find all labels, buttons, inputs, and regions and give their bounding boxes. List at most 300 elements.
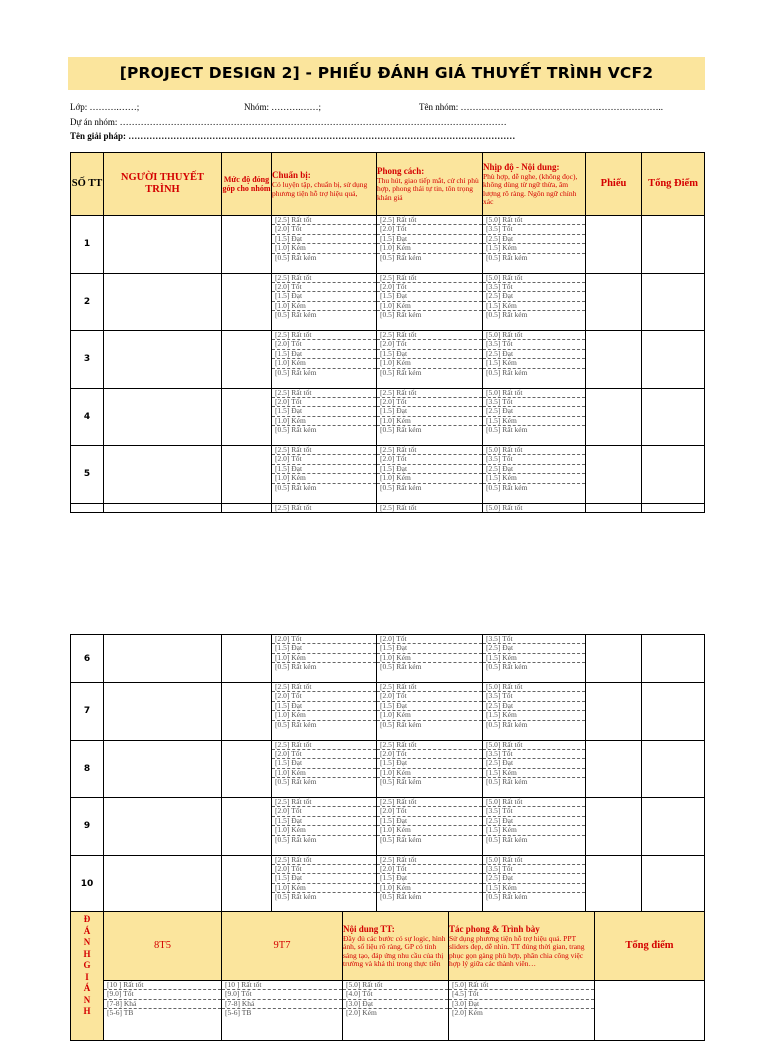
score-option[interactable]: [2.5] Rất tốt <box>272 856 376 865</box>
row-number: 9 <box>71 798 104 856</box>
score-option[interactable]: [1.5] Đạt <box>377 644 482 653</box>
group-manner-header <box>449 912 595 981</box>
score-option[interactable]: [0.5] Rất kém <box>486 720 528 729</box>
score-option[interactable]: [9.0] Tốt <box>104 990 221 999</box>
ballot-cell[interactable] <box>586 331 642 389</box>
score-option[interactable]: [5-6] TB <box>225 1009 252 1018</box>
pace-options <box>483 331 586 389</box>
score-option[interactable]: [2.0] Tốt <box>272 750 376 759</box>
score-option[interactable]: [1.5] Đạt <box>272 759 376 768</box>
score-option[interactable]: [1.5] Đạt <box>272 235 376 244</box>
group-content-header <box>343 912 449 981</box>
pace-options <box>483 855 586 913</box>
score-option[interactable]: [2.5] Rất tốt <box>272 741 376 750</box>
score-option[interactable]: [7-8] Khá <box>104 1000 221 1009</box>
score-option[interactable]: [2.5] Rất tốt <box>272 216 376 225</box>
table-row <box>71 683 705 741</box>
presenter-name-cell[interactable] <box>104 388 222 446</box>
ballot-cell[interactable] <box>586 798 642 856</box>
row-number: 10 <box>71 855 104 913</box>
score-option[interactable]: [2.5] Rất tốt <box>377 446 482 455</box>
table-row <box>71 740 705 798</box>
ballot-cell[interactable] <box>586 740 642 798</box>
score-option[interactable]: [1.5] Đạt <box>272 292 376 301</box>
style-options <box>377 273 483 331</box>
score-option[interactable]: [2.0] Tốt <box>272 455 376 464</box>
pace-options <box>483 798 586 856</box>
score-option[interactable]: [2.0] Tốt <box>377 635 482 644</box>
score-option[interactable]: [2.5] Rất tốt <box>377 389 482 398</box>
score-option[interactable]: [1.5] Đạt <box>272 644 376 653</box>
score-option[interactable]: [2.5] Rất tốt <box>377 216 482 225</box>
header-pace <box>483 153 586 216</box>
score-option[interactable]: [2.5] Đạt <box>483 235 585 244</box>
score-option[interactable]: [1.0] Kém <box>377 826 482 835</box>
score-option[interactable]: [1.0] Kém <box>272 302 376 311</box>
project-field: Dự án nhóm: ………………………………………………………………………………………………………………… <box>70 117 507 127</box>
score-option[interactable]: [2.0] Kém <box>452 1009 483 1018</box>
header-pace-title: Nhịp độ - Nội dung: <box>483 161 560 172</box>
score-option[interactable]: [2.5] Rất tốt <box>272 331 376 340</box>
score-option[interactable]: [0.5] Rất kém <box>275 483 317 492</box>
ballot-cell[interactable] <box>586 635 642 683</box>
score-option[interactable]: [2.0] Tốt <box>272 398 376 407</box>
preparation-options <box>272 855 377 913</box>
score-option[interactable]: [2.5] Đạt <box>483 407 585 416</box>
page-title: [PROJECT DESIGN 2] - PHIẾU ĐÁNH GIÁ THUYẾT TRÌNH VCF2 <box>68 57 705 90</box>
header-stt: SỐ TT <box>71 153 104 216</box>
contribution-cell[interactable] <box>222 683 272 741</box>
score-option[interactable]: [0.5] Rất kém <box>275 893 317 902</box>
score-option[interactable]: [1.5] Đạt <box>272 702 376 711</box>
score-option[interactable]: [3.5] Tốt <box>483 283 585 292</box>
total-cell[interactable] <box>642 216 705 274</box>
score-option[interactable]: [10 ] Rất tốt <box>104 981 221 990</box>
score-option[interactable]: [2.5] Rất tốt <box>377 274 482 283</box>
preparation-options <box>272 446 377 504</box>
table-row <box>71 798 705 856</box>
score-option[interactable]: [1.5] Kém <box>483 826 585 835</box>
style-options <box>377 216 483 274</box>
score-option[interactable]: [3.5] Tốt <box>483 340 585 349</box>
contribution-cell[interactable] <box>222 216 272 274</box>
contribution-cell[interactable] <box>222 740 272 798</box>
style-options <box>377 683 483 741</box>
preparation-options <box>272 388 377 446</box>
header-contribution: Mức độ đóng góp cho nhóm <box>222 153 272 216</box>
score-option[interactable]: [1.5] Kém <box>483 244 585 253</box>
score-option[interactable]: [5-6] TB <box>107 1009 134 1018</box>
score-option[interactable]: [4.5] Tốt <box>449 990 594 999</box>
contribution-cell[interactable] <box>222 331 272 389</box>
score-option[interactable]: [10 ] Rất tốt <box>222 981 342 990</box>
total-cell[interactable] <box>642 683 705 741</box>
score-option[interactable]: [1.5] Kém <box>483 359 585 368</box>
group-vertical-label-text: Đ Á N H G I Á N H <box>83 914 91 1016</box>
continued-cell <box>222 503 272 512</box>
score-option[interactable]: [1.5] Kém <box>483 654 585 663</box>
score-option[interactable]: [2.5] Rất tốt <box>380 503 417 512</box>
score-option[interactable]: [1.5] Đạt <box>377 350 482 359</box>
total-cell[interactable] <box>642 855 705 913</box>
total-cell[interactable] <box>642 388 705 446</box>
score-option[interactable]: [0.5] Rất kém <box>486 368 528 377</box>
score-option[interactable]: [5.0] Rất tốt <box>483 741 585 750</box>
score-option[interactable]: [0.5] Rất kém <box>275 835 317 844</box>
score-option[interactable]: [1.0] Kém <box>272 711 376 720</box>
score-option[interactable]: [0.5] Rất kém <box>380 368 422 377</box>
score-option[interactable]: [1.5] Đạt <box>377 702 482 711</box>
score-option[interactable]: [0.5] Rất kém <box>486 253 528 262</box>
score-option[interactable]: [0.5] Rất kém <box>486 893 528 902</box>
score-option[interactable]: [1.5] Đạt <box>377 292 482 301</box>
score-option[interactable]: [0.5] Rất kém <box>486 663 528 672</box>
score-option[interactable]: [0.5] Rất kém <box>486 483 528 492</box>
pace-options <box>483 273 586 331</box>
preparation-options <box>272 635 377 683</box>
score-option[interactable]: [2.0] Tốt <box>272 635 376 644</box>
score-option[interactable]: [5.0] Rất tốt <box>483 856 585 865</box>
score-option[interactable]: [1.5] Kém <box>483 711 585 720</box>
score-option[interactable]: [3.5] Tốt <box>483 692 585 701</box>
score-option[interactable]: [0.5] Rất kém <box>486 778 528 787</box>
score-option[interactable]: [1.0] Kém <box>272 359 376 368</box>
table-row <box>71 331 705 389</box>
group-manner-desc: Sử dụng phương tiện hỗ trợ hiệu quả. PPT sliders đẹp, dễ nhìn. TT đúng thời gian, trang phục gọn gàng phù hợp, phân chia công việc hợp lý giữa các thành viên… <box>449 933 585 968</box>
score-option[interactable]: [1.5] Đạt <box>377 235 482 244</box>
score-option[interactable]: [5.0] Rất tốt <box>483 683 585 692</box>
score-option[interactable]: [1.5] Kém <box>483 884 585 893</box>
score-option[interactable]: [2.0] Tốt <box>377 750 482 759</box>
table-row <box>71 273 705 331</box>
score-option[interactable]: [0.5] Rất kém <box>275 778 317 787</box>
score-option[interactable]: [1.5] Đạt <box>377 465 482 474</box>
score-option[interactable]: [0.5] Rất kém <box>275 253 317 262</box>
total-cell[interactable] <box>642 331 705 389</box>
class-field: Lớp: ……….……; <box>70 102 140 112</box>
score-option[interactable]: [0.5] Rất kém <box>486 311 528 320</box>
presenter-name-cell[interactable] <box>104 855 222 913</box>
score-option[interactable]: [2.0] Tốt <box>377 807 482 816</box>
score-option[interactable]: [0.5] Rất kém <box>275 663 317 672</box>
score-option[interactable]: [2.0] Tốt <box>377 225 482 234</box>
score-option[interactable]: [5.0] Rất tốt <box>483 331 585 340</box>
score-option[interactable]: [2.0] Tốt <box>272 283 376 292</box>
score-option[interactable]: [5.0] Rất tốt <box>486 503 523 512</box>
score-option[interactable]: [1.5] Đạt <box>272 465 376 474</box>
continued-cell <box>71 503 104 512</box>
pace-options <box>483 635 586 683</box>
score-option[interactable]: [2.5] Rất tốt <box>377 856 482 865</box>
pace-options <box>483 216 586 274</box>
score-option[interactable]: [2.5] Rất tốt <box>272 274 376 283</box>
presenter-name-cell[interactable] <box>104 683 222 741</box>
score-option[interactable]: [1.0] Kém <box>272 654 376 663</box>
score-option[interactable]: [5.0] Rất tốt <box>483 389 585 398</box>
style-options <box>377 855 483 913</box>
header-style-title: Phong cách: <box>377 165 425 176</box>
table-row <box>71 446 705 504</box>
score-option[interactable]: [2.5] Rất tốt <box>272 683 376 692</box>
style-options <box>377 798 483 856</box>
row-number: 8 <box>71 740 104 798</box>
score-option[interactable]: [0.5] Rất kém <box>380 893 422 902</box>
score-option[interactable]: [2.5] Rất tốt <box>272 446 376 455</box>
score-option[interactable]: [2.5] Rất tốt <box>275 503 312 512</box>
preparation-options <box>272 683 377 741</box>
score-option[interactable]: [1.0] Kém <box>377 417 482 426</box>
score-option[interactable]: [2.5] Rất tốt <box>377 683 482 692</box>
evaluation-table-page-2 <box>70 634 705 913</box>
score-option[interactable]: [2.5] Đạt <box>483 465 585 474</box>
score-option[interactable]: [3.5] Tốt <box>483 225 585 234</box>
row-number: 1 <box>71 216 104 274</box>
preparation-options <box>272 273 377 331</box>
score-option[interactable]: [5.0] Rất tốt <box>483 274 585 283</box>
total-cell[interactable] <box>642 635 705 683</box>
score-option[interactable]: [0.5] Rất kém <box>380 253 422 262</box>
score-option[interactable]: [2.0] Kém <box>346 1009 377 1018</box>
ballot-cell[interactable] <box>586 273 642 331</box>
score-option[interactable]: [0.5] Rất kém <box>380 426 422 435</box>
group-content-desc: Đầy đủ các bước có sự logic, hình ảnh, số liệu rõ ràng, GP có tính sáng tạo, đáp ứng nhu cầu của thị trường và khả thi trong thực tiễn <box>343 933 446 968</box>
group-total-header: Tổng điểm <box>595 912 705 981</box>
preparation-options <box>272 798 377 856</box>
style-options <box>377 635 483 683</box>
score-option[interactable]: [2.0] Tốt <box>377 455 482 464</box>
score-option[interactable]: [2.5] Đạt <box>483 644 585 653</box>
header-total: Tổng Điểm <box>642 153 705 216</box>
score-option[interactable]: [3.0] Đạt <box>449 1000 594 1009</box>
contribution-cell[interactable] <box>222 388 272 446</box>
score-option[interactable]: [3.5] Tốt <box>483 865 585 874</box>
pace-options <box>483 740 586 798</box>
group-evaluation-table <box>70 911 705 1041</box>
score-option[interactable]: [3.5] Tốt <box>483 455 585 464</box>
score-option[interactable]: [0.5] Rất kém <box>380 311 422 320</box>
presenter-name-cell[interactable] <box>104 273 222 331</box>
score-option[interactable]: [1.5] Đạt <box>272 407 376 416</box>
score-option[interactable]: [2.5] Rất tốt <box>272 798 376 807</box>
score-option[interactable]: [5.0] Rất tốt <box>483 798 585 807</box>
header-preparation-desc: Có luyện tập, chuẩn bị, sử dụng phương tiện hỗ trợ hiệu quả, <box>272 180 368 198</box>
header-ballot: Phiếu <box>586 153 642 216</box>
score-option[interactable]: [2.5] Rất tốt <box>377 331 482 340</box>
pace-options <box>483 683 586 741</box>
score-option[interactable]: [1.0] Kém <box>377 359 482 368</box>
continued-cell <box>377 503 483 512</box>
score-option[interactable]: [1.0] Kém <box>377 474 482 483</box>
score-option[interactable]: [1.0] Kém <box>377 654 482 663</box>
group-opts-9t7 <box>222 981 343 1041</box>
continued-cell <box>586 503 642 512</box>
score-option[interactable]: [5.0] Rất tốt <box>343 981 448 990</box>
score-option[interactable]: [0.5] Rất kém <box>380 663 422 672</box>
ballot-cell[interactable] <box>586 446 642 504</box>
score-option[interactable]: [1.0] Kém <box>272 474 376 483</box>
total-cell[interactable] <box>642 446 705 504</box>
preparation-options <box>272 331 377 389</box>
header-preparation-title: Chuẩn bị: <box>272 170 311 180</box>
table-header <box>71 153 705 216</box>
score-option[interactable]: [0.5] Rất kém <box>380 835 422 844</box>
score-option[interactable]: [9.0] Tốt <box>222 990 342 999</box>
score-option[interactable]: [4.0] Tốt <box>343 990 448 999</box>
contribution-cell[interactable] <box>222 273 272 331</box>
presenter-name-cell[interactable] <box>104 331 222 389</box>
contribution-cell[interactable] <box>222 855 272 913</box>
score-option[interactable]: [1.5] Đạt <box>272 874 376 883</box>
pace-options <box>483 446 586 504</box>
ballot-cell[interactable] <box>586 855 642 913</box>
score-option[interactable]: [3.5] Tốt <box>483 807 585 816</box>
preparation-options <box>272 216 377 274</box>
score-option[interactable]: [1.0] Kém <box>377 302 482 311</box>
presenter-name-cell[interactable] <box>104 798 222 856</box>
continued-cell <box>272 503 377 512</box>
score-option[interactable]: [3.0] Đạt <box>343 1000 448 1009</box>
total-cell[interactable] <box>642 798 705 856</box>
row-number: 2 <box>71 273 104 331</box>
score-option[interactable]: [2.5] Đạt <box>483 874 585 883</box>
evaluation-table-page-1 <box>70 152 705 513</box>
score-option[interactable]: [1.5] Đạt <box>377 759 482 768</box>
score-option[interactable]: [1.0] Kém <box>377 711 482 720</box>
score-option[interactable]: [1.5] Đạt <box>272 350 376 359</box>
group-manner-title: Tác phong & Trình bày <box>449 923 540 934</box>
presenter-name-cell[interactable] <box>104 216 222 274</box>
group-field: Nhóm: ……….……; <box>244 102 322 112</box>
header-presenter: NGƯỜI THUYẾT TRÌNH <box>104 153 222 216</box>
score-option[interactable]: [1.5] Kém <box>483 474 585 483</box>
score-option[interactable]: [2.5] Đạt <box>483 817 585 826</box>
score-option[interactable]: [2.5] Đạt <box>483 759 585 768</box>
score-option[interactable]: [0.5] Rất kém <box>380 720 422 729</box>
score-option[interactable]: [0.5] Rất kém <box>486 426 528 435</box>
score-option[interactable]: [2.0] Tốt <box>272 692 376 701</box>
score-option[interactable]: [2.5] Đạt <box>483 702 585 711</box>
group-header <box>71 912 705 981</box>
group-content-title: Nội dung TT: <box>343 923 395 934</box>
table-row-continued <box>71 503 705 512</box>
preparation-options <box>272 740 377 798</box>
group-opts-content <box>343 981 449 1041</box>
contribution-cell[interactable] <box>222 798 272 856</box>
score-option[interactable]: [0.5] Rất kém <box>275 426 317 435</box>
continued-cell <box>104 503 222 512</box>
presenter-name-cell[interactable] <box>104 740 222 798</box>
score-option[interactable]: [1.5] Kém <box>483 302 585 311</box>
score-option[interactable]: [2.0] Tốt <box>377 283 482 292</box>
score-option[interactable]: [5.0] Rất tốt <box>483 216 585 225</box>
score-option[interactable]: [0.5] Rất kém <box>380 483 422 492</box>
score-option[interactable]: [2.0] Tốt <box>377 692 482 701</box>
score-option[interactable]: [2.0] Tốt <box>377 398 482 407</box>
score-option[interactable]: [1.5] Kém <box>483 417 585 426</box>
continued-cell <box>642 503 705 512</box>
score-option[interactable]: [5.0] Rất tốt <box>483 446 585 455</box>
score-option[interactable]: [1.0] Kém <box>377 244 482 253</box>
style-options <box>377 446 483 504</box>
score-option[interactable]: [1.5] Đạt <box>377 407 482 416</box>
ballot-cell[interactable] <box>586 683 642 741</box>
ballot-cell[interactable] <box>586 216 642 274</box>
score-option[interactable]: [1.0] Kém <box>272 417 376 426</box>
score-option[interactable]: [0.5] Rất kém <box>380 778 422 787</box>
table-row <box>71 216 705 274</box>
style-options <box>377 331 483 389</box>
row-number: 4 <box>71 388 104 446</box>
score-option[interactable]: [3.5] Tốt <box>483 398 585 407</box>
row-number: 3 <box>71 331 104 389</box>
score-option[interactable]: [2.5] Rất tốt <box>377 741 482 750</box>
continued-cell <box>483 503 586 512</box>
score-option[interactable]: [2.0] Tốt <box>272 807 376 816</box>
score-option[interactable]: [1.0] Kém <box>272 826 376 835</box>
score-option[interactable]: [5.0] Rất tốt <box>449 981 594 990</box>
score-option[interactable]: [1.5] Kém <box>483 769 585 778</box>
row-number: 6 <box>71 635 104 683</box>
score-option[interactable]: [1.0] Kém <box>272 244 376 253</box>
score-option[interactable]: [1.5] Đạt <box>272 817 376 826</box>
score-option[interactable]: [0.5] Rất kém <box>275 720 317 729</box>
score-option[interactable]: [2.0] Tốt <box>272 340 376 349</box>
contribution-cell[interactable] <box>222 446 272 504</box>
score-option[interactable]: [3.5] Tốt <box>483 750 585 759</box>
header-preparation <box>272 153 377 216</box>
score-option[interactable]: [1.5] Đạt <box>377 874 482 883</box>
score-option[interactable]: [2.0] Tốt <box>377 865 482 874</box>
score-option[interactable]: [1.0] Kém <box>377 769 482 778</box>
group-total-cell[interactable] <box>595 981 705 1041</box>
score-option[interactable]: [2.0] Tốt <box>272 225 376 234</box>
presenter-name-cell[interactable] <box>104 635 222 683</box>
score-option[interactable]: [2.5] Rất tốt <box>377 798 482 807</box>
total-cell[interactable] <box>642 273 705 331</box>
table-row <box>71 388 705 446</box>
presenter-name-cell[interactable] <box>104 446 222 504</box>
pace-options <box>483 388 586 446</box>
score-option[interactable]: [2.5] Đạt <box>483 350 585 359</box>
score-option[interactable]: [0.5] Rất kém <box>275 368 317 377</box>
row-number: 5 <box>71 446 104 504</box>
score-option[interactable]: [1.5] Đạt <box>377 817 482 826</box>
score-option[interactable]: [1.0] Kém <box>377 884 482 893</box>
score-option[interactable]: [2.0] Tốt <box>377 340 482 349</box>
ballot-cell[interactable] <box>586 388 642 446</box>
score-option[interactable]: [7-8] Khá <box>222 1000 342 1009</box>
score-option[interactable]: [0.5] Rất kém <box>486 835 528 844</box>
style-options <box>377 740 483 798</box>
style-options <box>377 388 483 446</box>
score-option[interactable]: [2.5] Rất tốt <box>272 389 376 398</box>
score-option[interactable]: [3.5] Tốt <box>483 635 585 644</box>
table-row <box>71 635 705 683</box>
score-option[interactable]: [0.5] Rất kém <box>275 311 317 320</box>
score-option[interactable]: [2.5] Đạt <box>483 292 585 301</box>
group-col-8t5: 8T5 <box>104 912 222 981</box>
row-number: 7 <box>71 683 104 741</box>
header-style <box>377 153 483 216</box>
group-opts-manner <box>449 981 595 1041</box>
score-option[interactable]: [2.0] Tốt <box>272 865 376 874</box>
group-options-row <box>71 981 705 1041</box>
score-option[interactable]: [1.0] Kém <box>272 884 376 893</box>
score-option[interactable]: [1.0] Kém <box>272 769 376 778</box>
table-row <box>71 855 705 913</box>
contribution-cell[interactable] <box>222 635 272 683</box>
total-cell[interactable] <box>642 740 705 798</box>
